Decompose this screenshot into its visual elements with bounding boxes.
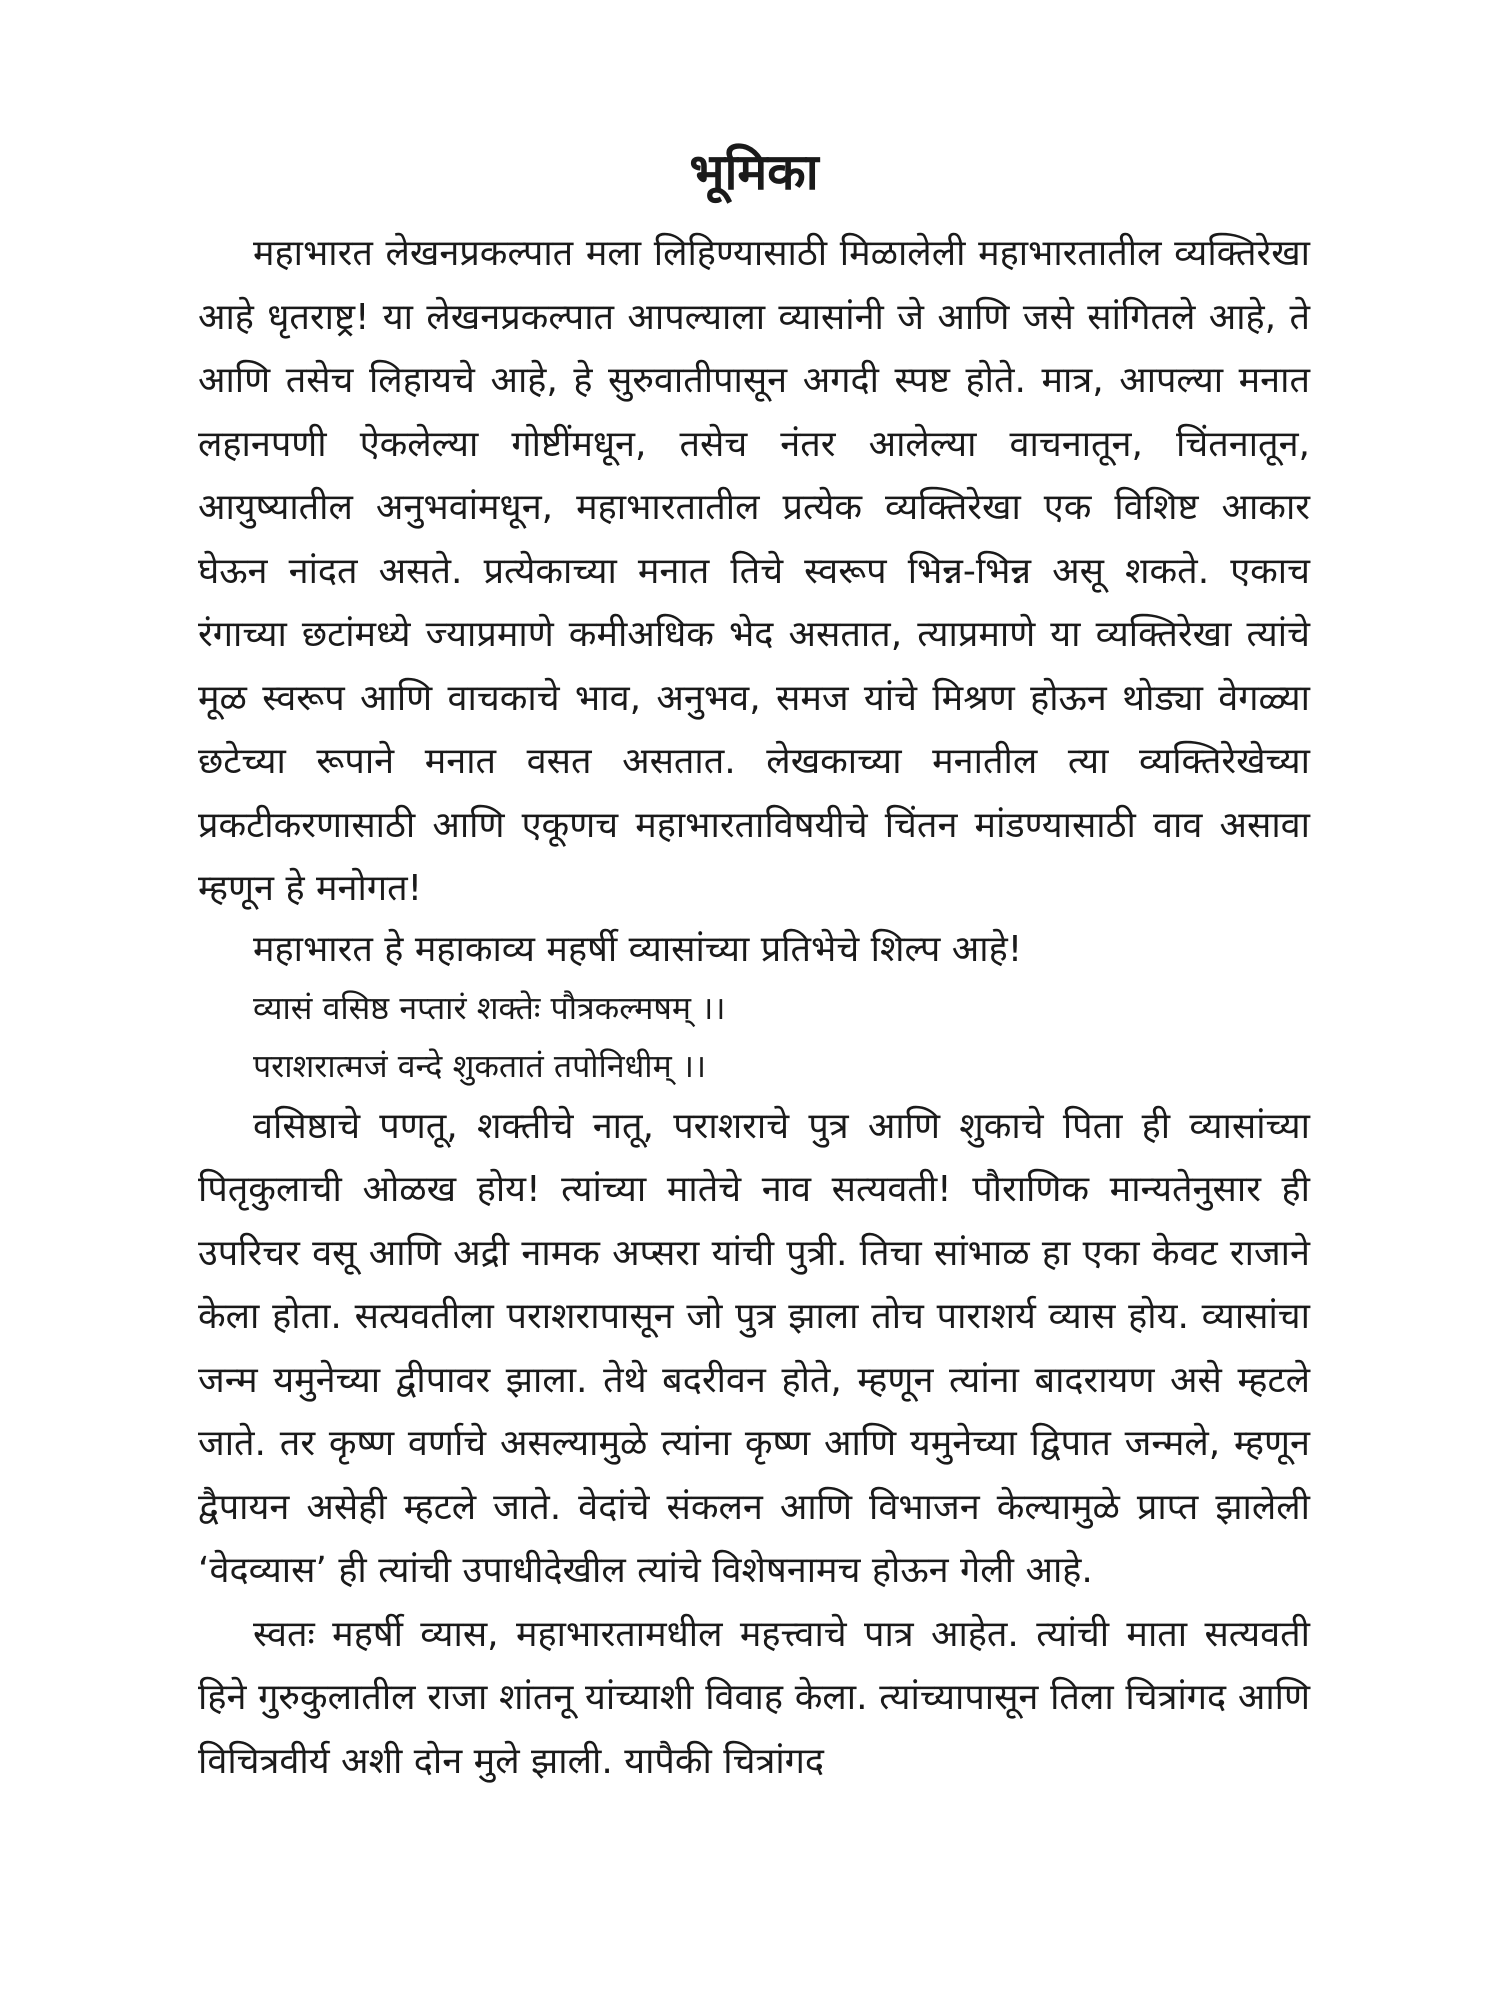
paragraph-lineage: वसिष्ठाचे पणतू, शक्तीचे नातू, पराशराचे पुत्र आणि शुकाचे पिता ही व्यासांच्या पितृकुलाची ओळख होय! त्यांच्या मातेचे नाव सत्यवती! पौराणिक मान्यतेनुसार ही उपरिचर वसू आणि अद्री नामक अप्सरा यांची पुत्री. तिचा सांभाळ हा एका केवट राजाने केला होता. सत्यवतीला पराशरापासून जो पुत्र झाला तोच पाराशर्य व्यास होय. व्यासांचा जन्म यमुनेच्या द्वीपावर झाला. तेथे बदरीवन होते, म्हणून त्यांना बादरायण असे म्हटले जाते. तर कृष्ण वर्णाचे असल्यामुळे त्यांना कृष्ण आणि यमुनेच्या द्विपात जन्मले, म्हणून द्वैपायन असेही म्हटले जाते. वेदांचे संकलन आणि विभाजन केल्यामुळे प्राप्त झालेली ‘वेदव्यास’ ही त्यांची उपाधीदेखील त्यांचे विशेषनामच होऊन गेली आहे. [198, 1105, 1310, 1591]
paragraph-vyasa-statement: महाभारत हे महाकाव्य महर्षी व्यासांच्या प्रतिभेचे शिल्प आहे! [253, 928, 1023, 970]
verse-line-1: व्यासं वसिष्ठ नप्तारं शक्तेः पौत्रकल्मषम् ।। [253, 988, 726, 1027]
verse-line-2: पराशरात्मजं वन्दे शुकतातं तपोनिधीम् ।। [253, 1046, 707, 1085]
paragraph-vyasa-character: स्वतः महर्षी व्यास, महाभारतामधील महत्त्वाचे पात्र आहेत. त्यांची माता सत्यवती हिने गुरुकुलातील राजा शांतनू यांच्याशी विवाह केला. त्यांच्यापासून तिला चित्रांगद आणि विचित्रवीर्य अशी दोन मुले झाली. यापैकी चित्रांगद [198, 1613, 1310, 1782]
page-title: भूमिका [689, 143, 819, 201]
paragraph-intro: महाभारत लेखनप्रकल्पात मला लिहिण्यासाठी मिळालेली महाभारतातील व्यक्तिरेखा आहे धृतराष्ट्र! या लेखनप्रकल्पात आपल्याला व्यासांनी जे आणि जसे सांगितले आहे, ते आणि तसेच लिहायचे आहे, हे सुरुवातीपासून अगदी स्पष्ट होते. मात्र, आपल्या मनात लहानपणी ऐकलेल्या गोष्टींमधून, तसेच नंतर आलेल्या वाचनातून, चिंतनातून, आयुष्यातील अनुभवांमधून, महाभारतातील प्रत्येक व्यक्तिरेखा एक विशिष्ट आकार घेऊन नांदत असते. प्रत्येकाच्या मनात तिचे स्वरूप भिन्न-भिन्न असू शकते. एकाच रंगाच्या छटांमध्ये ज्याप्रमाणे कमीअधिक भेद असतात, त्याप्रमाणे या व्यक्तिरेखा त्यांचे मूळ स्वरूप आणि वाचकाचे भाव, अनुभव, समज यांचे मिश्रण होऊन थोड्या वेगळ्या छटेच्या रूपाने मनात वसत असतात. लेखकाच्या मनातील त्या व्यक्तिरेखेच्या प्रकटीकरणासाठी आणि एकूणच महाभारताविषयीचे चिंतन मांडण्यासाठी वाव असावा म्हणून हे मनोगत! [198, 233, 1310, 909]
document-page [198, 140, 1310, 1980]
